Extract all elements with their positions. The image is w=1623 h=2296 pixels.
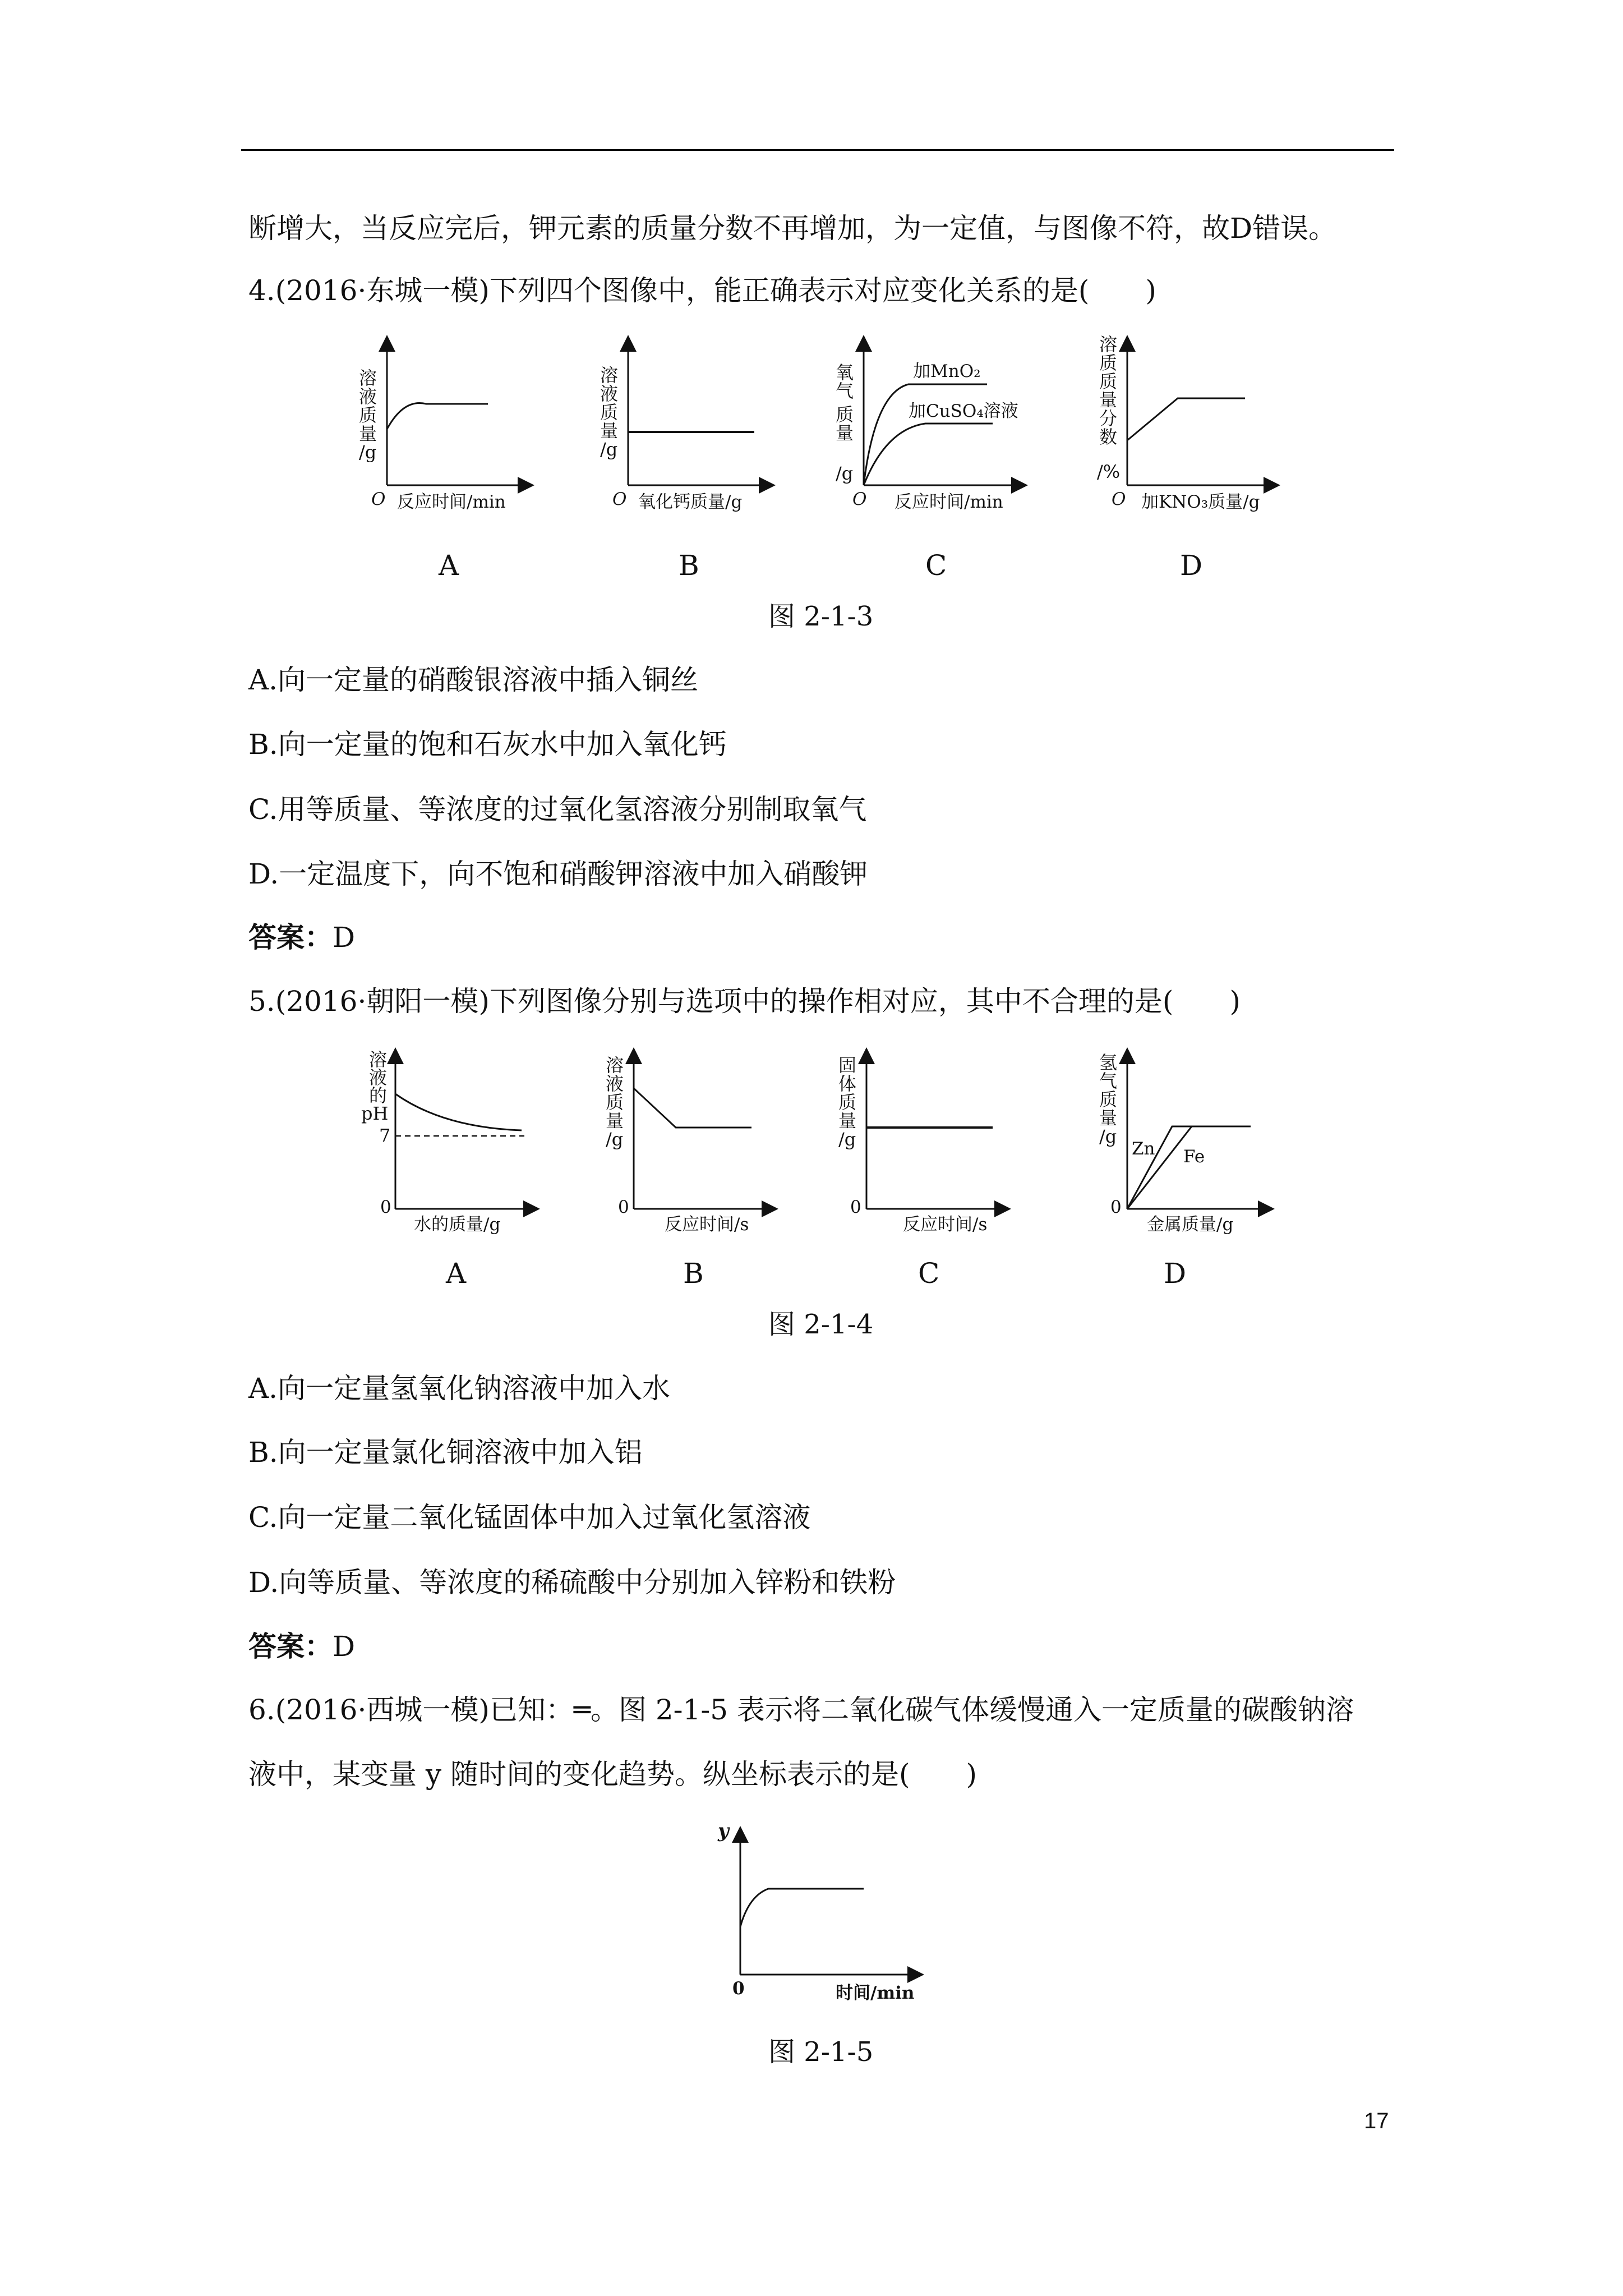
graph-4a-ylabel-1: 溶 [359,367,377,389]
graph-4a-ylabel-3: 质 [359,404,377,426]
q5-option-c: C.向一定量二氧化锰固体中加入过氧化氢溶液 [248,1501,811,1534]
header-rule [241,149,1394,151]
graph-5d-curve-label-fe: Fe [1183,1147,1205,1167]
continuation-text: 断增大，当反应完后，钾元素的质量分数不再增加，为一定值，与图像不符，故D错误。 [248,212,1337,245]
question-4-stem: 4.(2016·东城一模)下列四个图像中，能正确表示对应变化关系的是( ) [248,274,1156,307]
graph-4b-origin: O [612,489,627,509]
graph-5d-letter: D [1164,1257,1187,1290]
question-6-stem-line1: 6.(2016·西城一模)已知：═。图 2-1-5 表示将二氧化碳气体缓慢通入一定质量的碳酸钠溶 [248,1694,1354,1726]
graph-5a [353,1038,566,1240]
graph-4d-origin: O [1112,489,1126,509]
q5-option-d: D.向等质量、等浓度的稀硫酸中分别加入锌粉和铁粉 [248,1566,896,1599]
graph-5c-ylabel-2: 体 [838,1073,857,1094]
graph-4a-ylabel-5: /g [359,441,377,463]
graph-5a-ylabel-1: 溶 [369,1049,388,1070]
graph-4a-xlabel: 反应时间/min [397,492,506,512]
q5-option-a: A.向一定量氢氧化钠溶液中加入水 [248,1372,671,1405]
graph-4c-ylabel-4: 量 [836,422,854,444]
graph-4d-ylabel-7: /% [1097,461,1121,482]
q5-answer-value: D [333,1630,356,1663]
graph-6 [712,1818,948,2008]
graph-4a-origin: O [371,489,386,509]
graph-5c-letter: C [918,1257,940,1290]
graph-4d-ylabel-6: 数 [1099,426,1118,448]
graph-5c [813,1038,1038,1240]
graph-4b-ylabel-2: 液 [600,383,619,404]
graph-4c-ylabel-1: 氧 [836,362,854,383]
graph-5b-ylabel-1: 溶 [606,1055,624,1076]
graph-4c-curve-label-2: 加CuSO₄溶液 [909,401,1018,421]
graph-5b-letter: B [683,1257,704,1290]
graph-4b-letter: B [679,549,699,582]
graph-5b-origin: 0 [618,1197,629,1217]
graph-6-origin: 0 [732,1978,745,1999]
graph-4c-xlabel: 反应时间/min [895,492,1003,512]
graph-4c-curve-label-1: 加MnO₂ [913,361,981,381]
q4-answer [248,921,355,954]
graph-4d-ylabel-2: 质 [1099,352,1118,374]
graph-5b-xlabel: 反应时间/s [665,1214,749,1235]
graph-4d-ylabel-4: 量 [1099,389,1118,411]
graph-5d [1077,1038,1301,1240]
graph-6-xlabel: 时间/min [836,1983,915,2003]
graph-5c-xlabel: 反应时间/s [903,1214,988,1235]
figure-caption-2-1-5: 图 2-1-5 [768,2036,874,2068]
graph-4c-ylabel-2: 气 [836,380,854,402]
graph-4c-ylabel-3: 质 [836,404,854,425]
graph-4b-ylabel-5: /g [600,439,618,460]
graph-4b [578,331,791,516]
graph-5c-origin: 0 [850,1197,861,1217]
page-number: 17 [1364,2109,1389,2133]
graph-5a-tick-7: 7 [379,1125,391,1146]
graph-4a-ylabel-2: 液 [359,386,377,407]
graph-5c-ylabel-1: 固 [838,1055,857,1076]
q5-answer [248,1630,355,1663]
graph-4c-origin: O [852,489,867,509]
graph-5a-xlabel: 水的质量/g [414,1214,501,1235]
graph-5b [583,1038,796,1240]
graph-6-ylabel: y [718,1820,729,1842]
graph-4c [813,331,1049,516]
q4-answer-value: D [333,921,356,954]
graph-4d-letter: D [1180,549,1203,582]
graph-4b-ylabel-4: 量 [600,420,619,441]
q5-option-b: B.向一定量氯化铜溶液中加入铝 [248,1436,643,1469]
graph-4d-xlabel: 加KNO₃质量/g [1141,492,1260,512]
graph-5d-ylabel-2: 气 [1099,1070,1118,1092]
graph-4b-ylabel-3: 质 [600,402,619,423]
graph-5d-curve-label-zn: Zn [1132,1139,1155,1159]
graph-5c-ylabel-3: 质 [838,1092,857,1113]
graph-4d-ylabel-5: 分 [1099,408,1118,429]
graph-5a-ylabel-4: pH [361,1103,389,1124]
graph-5d-ylabel-5: /g [1099,1126,1117,1147]
graph-4d-ylabel-3: 质 [1099,371,1118,392]
graph-5b-ylabel-3: 质 [606,1092,624,1113]
graph-5d-ylabel-4: 量 [1099,1107,1118,1129]
q5-answer-label: 答案： [248,1630,333,1663]
q4-option-c: C.用等质量、等浓度的过氧化氢溶液分别制取氧气 [248,793,867,826]
graph-4c-ylabel-5: /g [836,463,854,484]
question-5-stem: 5.(2016·朝阳一模)下列图像分别与选项中的操作相对应，其中不合理的是( ) [248,985,1241,1018]
graph-5d-origin: 0 [1110,1197,1122,1217]
q4-answer-label: 答案： [248,921,333,954]
graph-4a-letter: A [439,549,459,582]
figure-caption-2-1-3: 图 2-1-3 [768,601,874,632]
graph-4a [336,331,550,516]
graph-5a-ylabel-3: 的 [369,1085,388,1106]
q4-option-b: B.向一定量的饱和石灰水中加入氧化钙 [248,728,727,761]
graph-4a-ylabel-4: 量 [359,423,377,444]
graph-5d-ylabel-1: 氢 [1099,1052,1118,1073]
figure-caption-2-1-4: 图 2-1-4 [768,1309,874,1340]
graph-5b-ylabel-4: 量 [606,1110,624,1131]
graph-5b-ylabel-2: 液 [606,1073,624,1094]
graph-5c-ylabel-4: 量 [838,1110,857,1131]
graph-4b-ylabel-1: 溶 [600,365,619,386]
graph-5d-ylabel-3: 质 [1099,1089,1118,1110]
graph-4d-ylabel-1: 溶 [1099,334,1118,355]
graph-5a-origin: 0 [380,1197,391,1217]
graph-5a-letter: A [446,1257,467,1290]
q4-option-d: D.一定温度下，向不饱和硝酸钾溶液中加入硝酸钾 [248,858,868,890]
graph-5a-ylabel-2: 液 [369,1067,388,1088]
graph-5d-xlabel: 金属质量/g [1147,1214,1234,1235]
graph-5b-ylabel-5: /g [606,1129,624,1150]
q4-option-a: A.向一定量的硝酸银溶液中插入铜丝 [248,664,699,696]
question-6-stem-line2: 液中，某变量 y 随时间的变化趋势。纵坐标表示的是( ) [248,1758,978,1791]
graph-5c-ylabel-5: /g [838,1129,856,1150]
graph-4c-letter: C [925,549,947,582]
graph-4d [1077,331,1301,516]
graph-4b-xlabel: 氧化钙质量/g [638,492,743,512]
